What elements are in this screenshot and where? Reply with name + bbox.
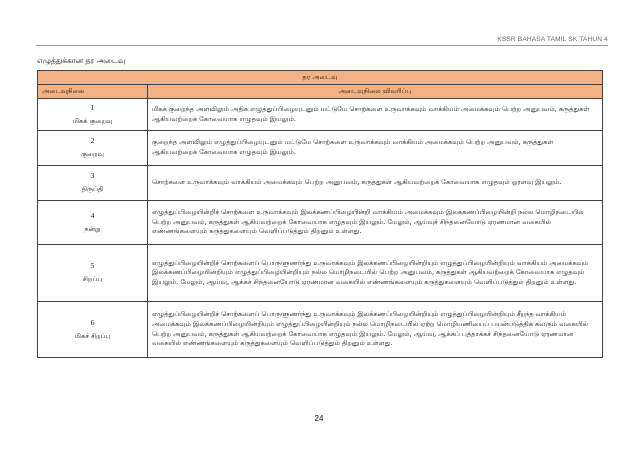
level-cell xyxy=(38,245,148,302)
table-row xyxy=(38,201,603,245)
level-description: மிகக் குறைந்த அளவிலும் அதிக எழுத்துப்பிழையுடனும் மட்டுமே சொற்களை உருவாக்கவும் வாக்கியம் அமைக்கவும் பெற்ற அனுபவம், கருத்துகள் ஆகியவற்றைக் கோவையாக எழுதவும் இயலும். xyxy=(148,99,603,131)
level-description: எழுத்துப்பிழையின்றிச் சொற்களை உருவாக்கவும் இலக்கணப்பிழையின்றி வாக்கியம் அமைக்கவும் இலக்கணப்பிழையின்றி நல்ல மொழிநடையில் பெற்ற அனுபவம், கருத்துகள் ஆகியவற்றைக் கோவையாக எழுதவும் இயலும். மேலும், ஆய்வுச் சிந்தனையோடு ஏரணமான வகையில் எண்ணங்களையும் கருத்துகளையும் வெளிப்படுத்தும் திறனும் உள்ளது. xyxy=(148,201,603,245)
table-header-row xyxy=(38,85,603,99)
table-row xyxy=(38,245,603,302)
level-number: 2 xyxy=(90,136,95,146)
table-row xyxy=(38,302,603,358)
level-number: 5 xyxy=(90,261,95,271)
level-cell xyxy=(38,99,148,131)
document-header: KSSR BAHASA TAMIL SK TAHUN 4 xyxy=(497,36,608,43)
level-number: 4 xyxy=(90,210,95,220)
level-description: சொற்களை உருவாக்கவும் வாக்கியம் அமைக்கவும் பெற்ற அனுபவம், கருத்துகள் ஆகியவற்றைக் கோவையாக எழுதவும் ஓரளவு இயலும். xyxy=(148,166,603,201)
level-cell xyxy=(38,302,148,358)
table-title: தர அடைவு xyxy=(38,71,603,85)
level-label: மிகச் சிறப்பு xyxy=(74,331,111,340)
column-header-description: அடைவுநிலை விவரிப்பு xyxy=(148,85,603,99)
table-row xyxy=(38,99,603,131)
table-row xyxy=(38,166,603,201)
level-description: எழுத்துப்பிழையின்றிச் சொற்களைப் பொருளுணர்ந்து உருவாக்கவும் இலக்கணப்பிழையின்றியும் எழுத்துப்பிழையின்றியும் வாக்கியம் அமைக்கவும் இலக்கணப்பிழையின்றியும் எழுத்துப்பிழையின்றியும் நல்ல மொழிநடையில் பெற்ற அனுபவம், கருத்துகள் ஆகியவற்றைக் கோவையாக எழுதவும் இயலும். மேலும், ஆய்வு, ஆக்கச் சிந்தனையோடு ஏரணமான வகையில் எண்ணங்களையும் கருத்துகளையும் வெளிப்படுத்தும் திறனும் உள்ளது. xyxy=(148,245,603,302)
level-cell xyxy=(38,201,148,245)
table-title-row xyxy=(38,71,603,85)
level-label: நன்று xyxy=(84,224,101,233)
header-divider xyxy=(36,45,608,46)
level-cell xyxy=(38,131,148,166)
level-label: சிறப்பு xyxy=(82,275,103,283)
level-number: 1 xyxy=(90,102,95,112)
level-cell xyxy=(38,166,148,201)
level-label: திருப்தி xyxy=(81,185,104,193)
level-number: 6 xyxy=(90,317,95,327)
achievement-table xyxy=(37,70,603,358)
column-header-level: அடைவுநிலை xyxy=(38,85,148,99)
level-number: 3 xyxy=(90,171,95,181)
level-description: எழுத்துப்பிழையின்றிச் சொற்களைப் பொருளுணர்ந்து உருவாக்கவும் இலக்கணப்பிழையின்றியும் எழுத்துப்பிழையின்றியும் சீறந்த வாக்கியம் அமைக்கவும் இலக்கணப்பிழையின்றியும் எழுத்துப்பிழையின்றியும் நல்ல மொழிநடையில் ஏற்ற மொழியணியைப் பயன்படுத்திக் கவரும் வகையில் பெற்ற அனுபவம், கருத்துகள் ஆகியவற்றைக் கோவையாக எழுதவும் இயலும். மேலும், ஆய்வு, ஆக்கப் புத்தாக்கச் சிந்தனையோடு ஏரணமான வகையில் எண்ணங்களையும் கருத்துகளையும் வெளிப்படுத்தும் திறனும் உள்ளது. xyxy=(148,302,603,358)
level-label: மிகக் குறைவு xyxy=(72,116,113,125)
section-title: எழுத்துக்கான தர அடைவு xyxy=(37,56,126,65)
level-description: குறைந்த அளவிலும் எழுத்துப்பிழையுடனும் மட்டுமே சொற்களை உருவாக்கவும் வாக்கியம் அமைக்கவும் பெற்ற அனுபவம், கருத்துகள் ஆகியவற்றைக் கோவையாக எழுதவும் இயலும். xyxy=(148,131,603,166)
level-label: குறைவு xyxy=(81,150,104,158)
table-row xyxy=(38,131,603,166)
page-number: 24 xyxy=(314,414,324,423)
